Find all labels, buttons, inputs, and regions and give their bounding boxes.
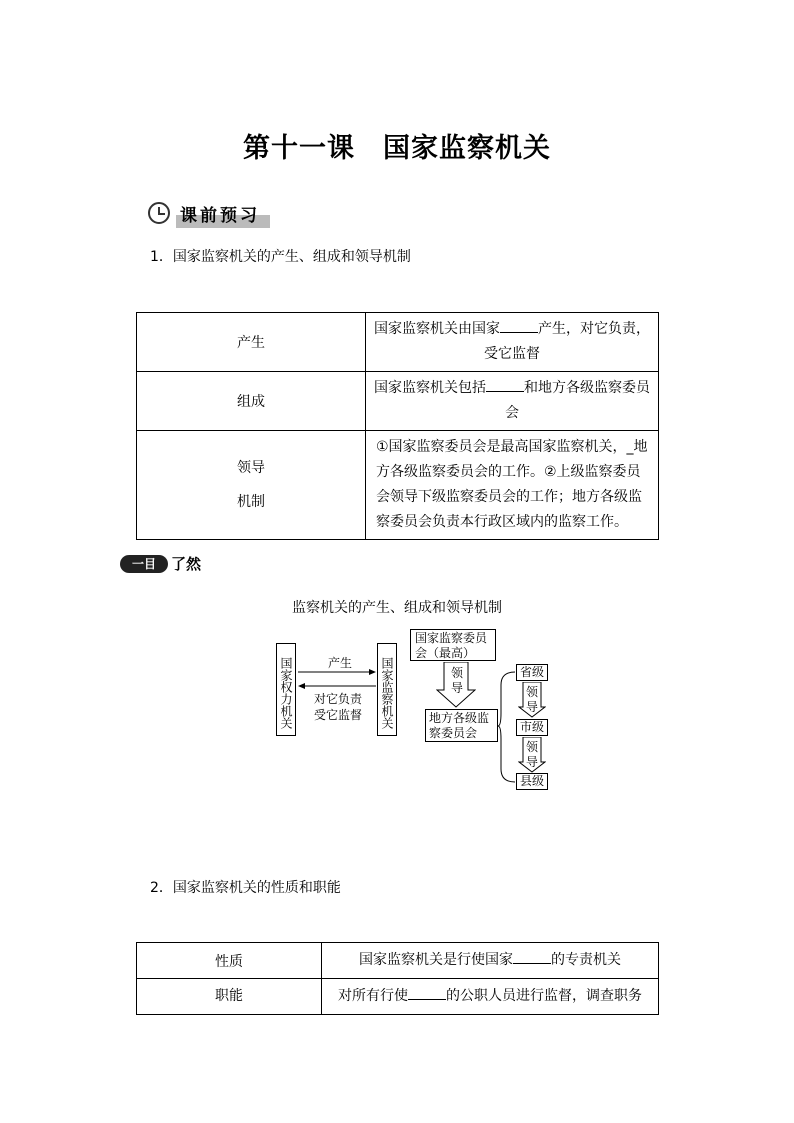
brace	[498, 672, 515, 782]
row-head: 组成	[137, 372, 366, 431]
table-row	[137, 979, 659, 1015]
arrowhead-right	[369, 669, 376, 675]
power-organ-box: 国家权力机关	[276, 643, 296, 736]
national-commission-box: 国家监察委员会（最高）	[410, 629, 496, 661]
responsible-label-b: 受它监督	[314, 708, 363, 722]
table-1	[136, 312, 659, 540]
glance-label: 了然	[171, 555, 202, 573]
answer-blank[interactable]	[513, 949, 551, 964]
lead3-label: 领导	[526, 740, 539, 769]
row-value: 对所有行使 的公职人员进行监督，调查职务	[322, 979, 659, 1015]
section-label: 课前预习	[176, 199, 270, 228]
provincial-box: 省级	[516, 664, 548, 681]
city-box: 市级	[516, 719, 548, 736]
glance-badge	[120, 553, 201, 574]
local-commissions-box: 地方各级监察委员会	[425, 709, 498, 742]
lead-label: 领导	[451, 666, 464, 695]
answer-blank[interactable]	[500, 318, 538, 333]
table-row	[137, 313, 659, 372]
row-head: 性质	[137, 943, 322, 979]
row-value: 国家监察机关包括 和地方各级监察委员会	[366, 372, 659, 431]
answer-blank[interactable]	[486, 377, 524, 392]
section-badge	[148, 200, 270, 226]
row-head: 职能	[137, 979, 322, 1015]
question-2-heading: 2．国家监察机关的性质和职能	[150, 880, 341, 896]
county-box: 县级	[516, 773, 548, 790]
produce-label: 产生	[328, 656, 353, 670]
page-title: 第十一课 国家监察机关	[243, 133, 551, 164]
answer-blank[interactable]	[408, 985, 446, 1000]
supervisory-organ-box: 国家监察机关	[377, 643, 397, 736]
lead2-label: 领导	[526, 685, 539, 714]
clock-icon	[148, 202, 170, 224]
responsible-label-a: 对它负责	[314, 692, 363, 706]
row-head: 产生	[137, 313, 366, 372]
table-row	[137, 372, 659, 431]
row-value: 国家监察机关是行使国家 的专责机关	[322, 943, 659, 979]
row-value: 国家监察机关由国家 产生，对它负责，受它监督	[366, 313, 659, 372]
glance-icon: 一目	[120, 555, 168, 573]
question-1-heading: 1．国家监察机关的产生、组成和领导机制	[150, 249, 411, 265]
table-2	[136, 942, 659, 1015]
table-row	[137, 943, 659, 979]
row-value: ①国家监察委员会是最高国家监察机关，_地方各级监察委员会的工作。②上级监察委员会领导下级监察委员会的工作；地方各级监察委员会负责本行政区域内的监察工作。	[366, 431, 659, 540]
diagram-title: 监察机关的产生、组成和领导机制	[292, 600, 502, 616]
arrowhead-left	[298, 683, 305, 689]
row-head: 领导 机制	[137, 431, 366, 540]
table-row	[137, 431, 659, 540]
